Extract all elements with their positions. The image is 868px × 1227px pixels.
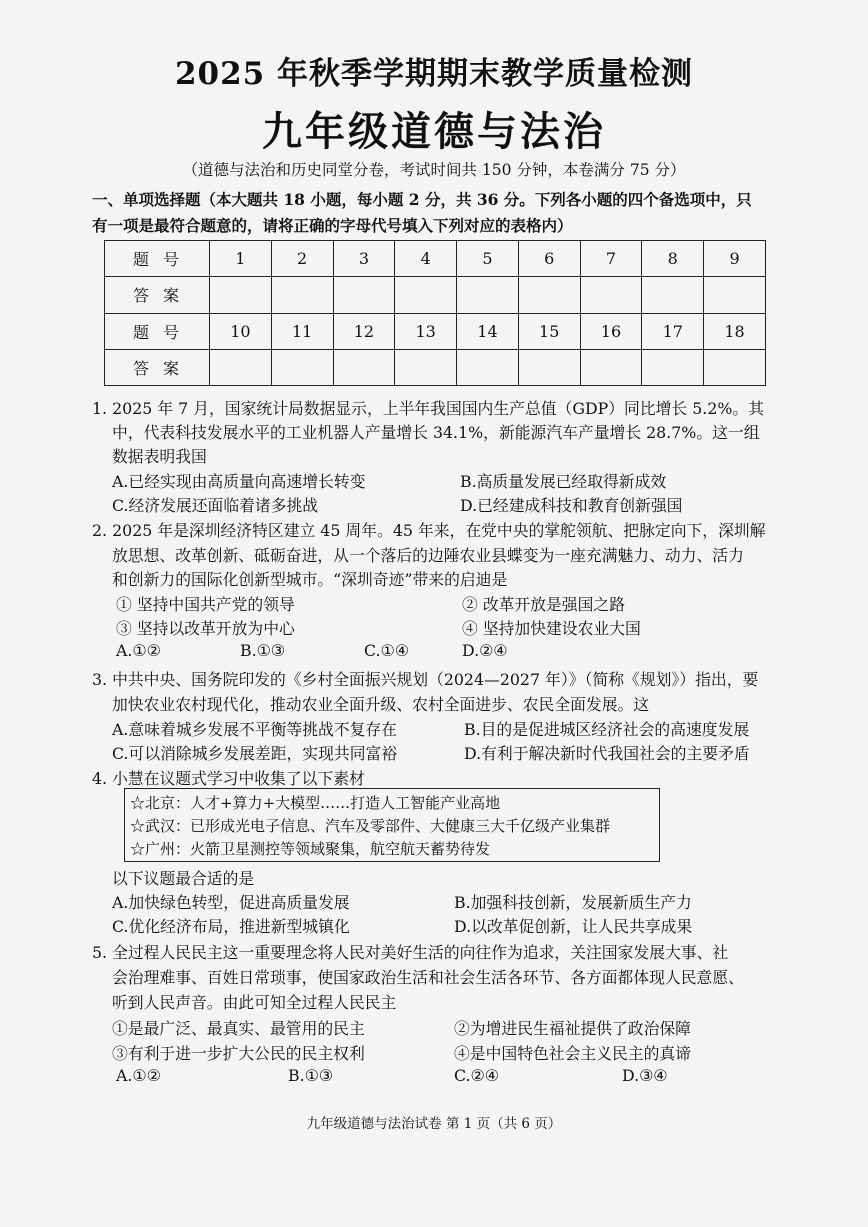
- number-cell: 6: [518, 241, 580, 277]
- q4-stem-line2: 以下议题最合适的是: [112, 869, 255, 888]
- header-cell-answer: 答案: [105, 277, 210, 313]
- answer-cell[interactable]: [704, 349, 766, 385]
- q2-option-d[interactable]: D.②④: [462, 641, 508, 660]
- q5-statement-4: ④是中国特色社会主义民主的真谛: [454, 1044, 691, 1063]
- q1-stem-line2: 中，代表科技发展水平的工业机器人产量增长 34.1%，新能源汽车产量增长 28.7%。这一组: [112, 423, 760, 442]
- answer-cell[interactable]: [580, 277, 642, 313]
- number-cell: 12: [333, 313, 395, 349]
- number-cell: 8: [642, 241, 704, 277]
- q3-option-b[interactable]: B.目的是促进城区经济社会的高速度发展: [464, 720, 750, 739]
- answer-cell[interactable]: [704, 277, 766, 313]
- answer-cell[interactable]: [580, 349, 642, 385]
- q5-statement-1: ①是最广泛、最真实、最管用的民主: [112, 1019, 365, 1038]
- q5-stem-line3: 听到人民声音。由此可知全过程人民民主: [112, 993, 397, 1012]
- q2-statement-4: ④ 坚持加快建设农业大国: [462, 619, 641, 638]
- answer-table: [104, 240, 766, 386]
- number-cell: 14: [457, 313, 519, 349]
- table-row: [105, 313, 766, 349]
- q2-option-b[interactable]: B.①③: [240, 641, 285, 660]
- answer-cell[interactable]: [395, 277, 457, 313]
- q3-stem-line2: 加快农业农村现代化，推动农业全面升级、农村全面进步、农民全面发展。这: [112, 695, 650, 714]
- number-cell: 3: [333, 241, 395, 277]
- answer-cell[interactable]: [271, 349, 333, 385]
- exam-title: 2025 年秋季学期期末教学质量检测: [174, 56, 694, 92]
- number-cell: 4: [395, 241, 457, 277]
- answer-cell[interactable]: [333, 349, 395, 385]
- answer-cell[interactable]: [271, 277, 333, 313]
- q5-option-c[interactable]: C.②④: [454, 1066, 499, 1085]
- table-row: [105, 349, 766, 385]
- q5-stem-line1: 5. 全过程人民民主这一重要理念将人民对美好生活的向往作为追求，关注国家发展大事、社: [92, 943, 729, 962]
- number-cell: 11: [271, 313, 333, 349]
- number-cell: 1: [210, 241, 272, 277]
- table-row: [105, 277, 766, 313]
- q2-stem-line3: 和创新力的国际化创新型城市。“深圳奇迹”带来的启迪是: [112, 570, 508, 589]
- answer-cell[interactable]: [395, 349, 457, 385]
- q5-option-a[interactable]: A.①②: [116, 1066, 161, 1085]
- answer-cell[interactable]: [457, 277, 519, 313]
- q4-material-3: ☆广州：火箭卫星测控等领域聚集，航空航天蓄势待发: [130, 840, 491, 858]
- number-cell: 13: [395, 313, 457, 349]
- q5-statement-3: ③有利于进一步扩大公民的民主权利: [112, 1044, 365, 1063]
- number-cell: 16: [580, 313, 642, 349]
- q4-option-c[interactable]: C.优化经济布局，推进新型城镇化: [112, 917, 350, 936]
- q2-statement-2: ② 改革开放是强国之路: [462, 595, 625, 614]
- subject-title: 九年级道德与法治: [262, 108, 606, 155]
- number-cell: 17: [642, 313, 704, 349]
- header-cell-number: 题号: [105, 241, 210, 277]
- header-cell-number: 题号: [105, 313, 210, 349]
- q5-statement-2: ②为增进民生福祉提供了政治保障: [454, 1019, 691, 1038]
- q1-option-d[interactable]: D.已经建成科技和教育创新强国: [460, 496, 683, 515]
- answer-cell[interactable]: [333, 277, 395, 313]
- table-row: [105, 241, 766, 277]
- answer-cell[interactable]: [210, 277, 272, 313]
- q3-option-d[interactable]: D.有利于解决新时代我国社会的主要矛盾: [464, 744, 750, 763]
- answer-cell[interactable]: [518, 277, 580, 313]
- number-cell: 10: [210, 313, 272, 349]
- q4-option-d[interactable]: D.以改革促创新，让人民共享成果: [454, 917, 693, 936]
- answer-cell[interactable]: [642, 277, 704, 313]
- q5-stem-line2: 会治理难事、百姓日常琐事，使国家政治生活和社会生活各环节、各方面都体现人民意愿、: [112, 968, 744, 987]
- answer-cell[interactable]: [518, 349, 580, 385]
- q2-stem-line2: 放思想、改革创新、砥砺奋进，从一个落后的边陲农业县蝶变为一座充满魅力、动力、活力: [112, 546, 744, 565]
- number-cell: 15: [518, 313, 580, 349]
- number-cell: 18: [704, 313, 766, 349]
- number-cell: 2: [271, 241, 333, 277]
- q3-option-c[interactable]: C.可以消除城乡发展差距，实现共同富裕: [112, 744, 398, 763]
- q4-material-1: ☆北京：人才+算力+大模型……打造人工智能产业高地: [130, 794, 501, 812]
- q5-option-b[interactable]: B.①③: [288, 1066, 333, 1085]
- q1-stem-line3: 数据表明我国: [112, 447, 207, 466]
- number-cell: 9: [704, 241, 766, 277]
- q2-statement-3: ③ 坚持以改革开放为中心: [116, 619, 295, 638]
- answer-cell[interactable]: [210, 349, 272, 385]
- q1-option-a[interactable]: A.已经实现由高质量向高速增长转变: [112, 472, 366, 491]
- answer-cell[interactable]: [642, 349, 704, 385]
- page-footer: 九年级道德与法治试卷 第 1 页（共 6 页）: [306, 1116, 562, 1132]
- answer-cell[interactable]: [457, 349, 519, 385]
- q3-stem-line1: 3. 中共中央、国务院印发的《乡村全面振兴规划（2024—2027 年）》（简称《规划》）指出，要: [92, 670, 759, 689]
- section1-instructions-line1: 一、单项选择题（本大题共 18 小题，每小题 2 分，共 36 分。下列各小题的四个备选项中，只: [92, 190, 752, 209]
- q4-stem-line1: 4. 小慧在议题式学习中收集了以下素材: [92, 769, 365, 788]
- q1-option-b[interactable]: B.高质量发展已经取得新成效: [460, 472, 667, 491]
- q3-option-a[interactable]: A.意味着城乡发展不平衡等挑战不复存在: [112, 720, 397, 739]
- q4-option-b[interactable]: B.加强科技创新，发展新质生产力: [454, 893, 692, 912]
- q4-option-a[interactable]: A.加快绿色转型，促进高质量发展: [112, 893, 350, 912]
- q2-stem-line1: 2. 2025 年是深圳经济特区建立 45 周年。45 年来，在党中央的掌舵领航、把脉定向下，深圳解: [92, 521, 766, 540]
- section1-instructions-line2: 有一项是最符合题意的，请将正确的字母代号填入下列对应的表格内）: [92, 216, 573, 235]
- header-cell-answer: 答案: [105, 349, 210, 385]
- q5-option-d[interactable]: D.③④: [622, 1066, 668, 1085]
- q4-material-2: ☆武汉：已形成光电子信息、汽车及零部件、大健康三大千亿级产业集群: [130, 817, 611, 835]
- q2-option-a[interactable]: A.①②: [116, 641, 161, 660]
- q2-statement-1: ① 坚持中国共产党的领导: [116, 595, 295, 614]
- q1-stem-line1: 1. 2025 年 7 月，国家统计局数据显示，上半年我国国内生产总值（GDP）同比增长 5.2%。其: [92, 399, 764, 418]
- number-cell: 7: [580, 241, 642, 277]
- q1-option-c[interactable]: C.经济发展还面临着诸多挑战: [112, 496, 319, 515]
- exam-note: （道德与法治和历史同堂分卷，考试时间共 150 分钟，本卷满分 75 分）: [182, 161, 686, 179]
- number-cell: 5: [457, 241, 519, 277]
- q2-option-c[interactable]: C.①④: [364, 641, 409, 660]
